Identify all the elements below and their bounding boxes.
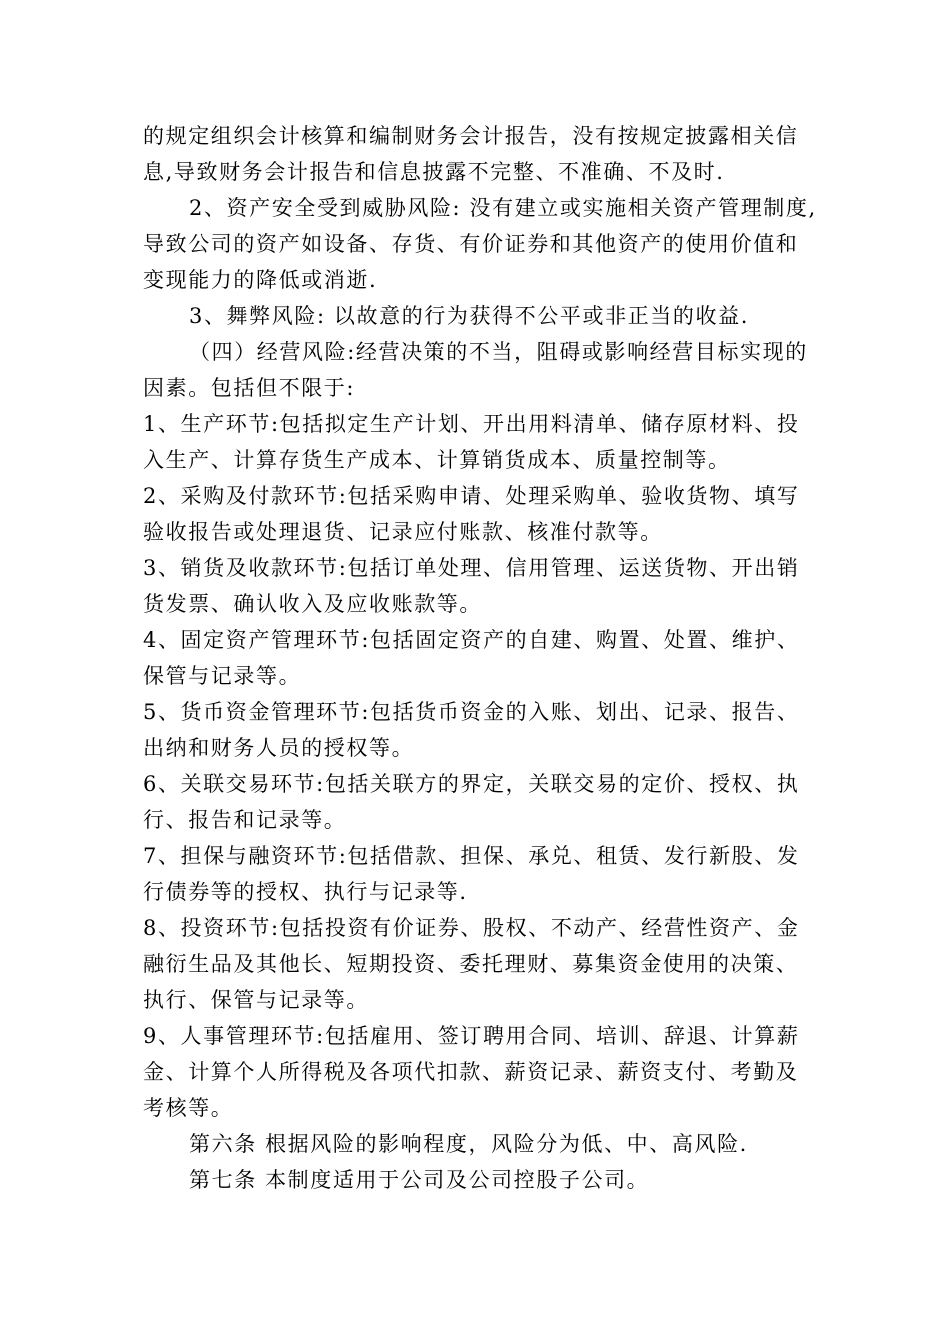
- text-line: 行、报告和记录等。: [143, 808, 347, 832]
- text-line: 验收报告或处理退货、记录应付账款、核准付款等。: [143, 520, 663, 544]
- text-line: 3、舞弊风险: 以故意的行为获得不公平或非正当的收益.: [189, 304, 749, 328]
- text-line: 变现能力的降低或消逝.: [143, 268, 378, 292]
- list-item-fixed-assets: 4、固定资产管理环节:包括固定资产的自建、购置、处置、维护、: [143, 628, 800, 652]
- text-line: 融衍生品及其他长、短期投资、委托理财、募集资金使用的决策、: [143, 952, 799, 976]
- text-line: 金、计算个人所得税及各项代扣款、薪资记录、薪资支付、考勤及: [143, 1060, 799, 1084]
- text-line: 2、资产安全受到威胁风险: 没有建立或实施相关资产管理制度,: [189, 196, 817, 220]
- list-item-sales: 3、销货及收款环节:包括订单处理、信用管理、运送货物、开出销: [143, 556, 800, 580]
- article-six: 第六条 根据风险的影响程度，风险分为低、中、高风险.: [189, 1132, 748, 1156]
- text-line: 出纳和财务人员的授权等。: [143, 736, 415, 760]
- text-line: 息,导致财务会计报告和信息披露不完整、不准确、不及时.: [143, 160, 725, 184]
- article-seven: 第七条 本制度适用于公司及公司控股子公司。: [189, 1168, 650, 1192]
- list-item-monetary-funds: 5、货币资金管理环节:包括货币资金的入账、划出、记录、报告、: [143, 700, 800, 724]
- list-item-personnel: 9、人事管理环节:包括雇用、签订聘用合同、培训、辞退、计算薪: [143, 1024, 800, 1048]
- text-line: 因素。包括但不限于:: [143, 376, 356, 400]
- list-item-guarantee-financing: 7、担保与融资环节:包括借款、担保、承兑、租赁、发行新股、发: [143, 844, 800, 868]
- text-line: 货发票、确认收入及应收账款等。: [143, 592, 482, 616]
- text-line: 入生产、计算存货生产成本、计算销货成本、质量控制等。: [143, 448, 731, 472]
- text-line: 导致公司的资产如设备、存货、有价证券和其他资产的使用价值和: [143, 232, 799, 256]
- section-heading-operating-risk: （四）经营风险:经营决策的不当，阻碍或影响经营目标实现的: [189, 340, 808, 364]
- list-item-production: 1、生产环节:包括拟定生产计划、开出用料清单、储存原材料、投: [143, 412, 800, 436]
- list-item-investment: 8、投资环节:包括投资有价证券、股权、不动产、经营性资产、金: [143, 916, 800, 940]
- text-line: 的规定组织会计核算和编制财务会计报告，没有按规定披露相关信: [143, 124, 799, 148]
- text-line: 保管与记录等。: [143, 664, 302, 688]
- text-line: 执行、保管与记录等。: [143, 988, 369, 1012]
- list-item-purchasing: 2、采购及付款环节:包括采购申请、处理采购单、验收货物、填写: [143, 484, 800, 508]
- text-line: 考核等。: [143, 1096, 234, 1120]
- list-item-related-transactions: 6、关联交易环节:包括关联方的界定，关联交易的定价、授权、执: [143, 772, 800, 796]
- document-body: [143, 118, 823, 1198]
- text-line: 行债券等的授权、执行与记录等.: [143, 880, 468, 904]
